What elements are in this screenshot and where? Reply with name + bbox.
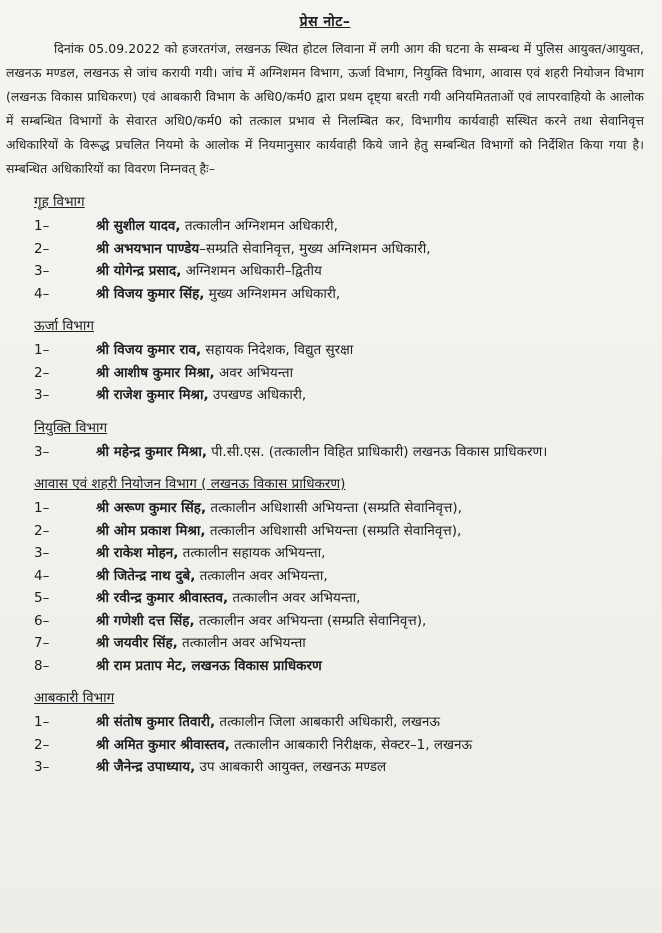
official-designation: तत्कालीन अवर अभियन्ता [177, 635, 306, 651]
official-name: श्री ओम प्रकाश मिश्रा, [96, 522, 206, 539]
official-name: श्री आशीष कुमार मिश्रा, [96, 364, 215, 381]
entry-number: 2– [34, 364, 50, 381]
entry-number: 1– [34, 342, 50, 358]
entry-number: 2– [34, 240, 50, 257]
official-designation: उप आबकारी आयुक्त, लखनऊ मण्डल [195, 759, 387, 775]
official-entry [6, 734, 644, 757]
official-designation: तत्कालीन सहायक अभियन्ता, [178, 545, 326, 561]
entry-number: 1– [34, 218, 50, 234]
official-entry [6, 655, 644, 678]
official-name: श्री राकेश मोहन, [96, 545, 179, 561]
department-heading: आबकारी विभाग [34, 690, 115, 706]
entry-number: 3– [34, 443, 50, 460]
entry-number: 1– [34, 500, 50, 516]
official-designation: तत्कालीन आबकारी निरीक्षक, सेक्टर–1, लखनऊ [229, 736, 473, 753]
entry-number: 2– [34, 522, 50, 539]
official-entry [6, 339, 644, 362]
entry-number: 3– [34, 759, 50, 775]
official-entry [6, 610, 644, 633]
official-designation: तत्कालीन अग्निशमन अधिकारी, [180, 218, 338, 234]
department-sections [6, 191, 644, 779]
official-entry [6, 215, 644, 238]
entry-number: 6– [34, 612, 50, 629]
official-entry [6, 238, 644, 261]
department-section [6, 315, 644, 407]
official-name: श्री अरूण कुमार सिंह, [96, 500, 207, 516]
official-name: श्री रवीन्द्र कुमार श्रीवास्तव, [96, 590, 229, 606]
official-name: श्री जितेन्द्र नाथ दुबे, [96, 567, 196, 584]
intro-paragraph: दिनांक 05.09.2022 को हजरतगंज, लखनऊ स्थित होटल लिवाना में लगी आग की घटना के सम्बन्ध में पुलिस आयुक्त/आयुक्त, लखनऊ मण्डल, लखनऊ से जांच करायी गयी। जांच में अग्निशमन विभाग, ऊर्जा विभाग, नियुक्ति विभाग, आवास एवं शहरी नियोजन विभाग (लखनऊ विकास प्राधिकरण) एवं आबकारी विभाग के अधि0/कर्म0 द्वारा प्रथम दृष्ट्या बरती गयी अनियमितताओं एवं लापरवाहियो के आलोक में सम्बन्धित विभागों के सेवारत अधि0/कर्म0 को तत्काल प्रभाव से निलम्बित कर, विभागीय कार्यवाही सस्थित करने तथा सेवानिवृत्त अधिकारियों के विरूद्ध प्रचलित नियमो के आलोक में नियमानुसार कार्यवाही किये जाने हेतु सम्बन्धित विभागों को निर्देशित किया गया है। सम्बन्धित अधिकारियों का विवरण निम्नवत् हैः– [6, 41, 644, 176]
official-designation: तत्कालीन अधिशासी अभियन्ता (सम्प्रति सेवानिवृत्त), [205, 522, 462, 539]
department-section [6, 417, 644, 464]
official-name: श्री सुशील यादव, [96, 218, 181, 234]
document-title: प्रेस नोट– [299, 14, 351, 30]
official-entry [6, 283, 644, 306]
official-entry [6, 441, 644, 464]
department-section [6, 473, 644, 677]
entry-number: 1– [34, 714, 50, 730]
entry-number: 3– [34, 545, 50, 561]
entry-number: 4– [34, 285, 50, 302]
official-entry [6, 542, 644, 565]
official-designation: अग्निशमन अधिकारी–द्वितीय [181, 263, 322, 279]
entry-number: 7– [34, 635, 50, 651]
official-entry [6, 384, 644, 407]
department-heading: आवास एवं शहरी नियोजन विभाग ( लखनऊ विकास प्राधिकरण) [34, 476, 346, 492]
department-heading: ऊर्जा विभाग [34, 318, 94, 334]
official-name: श्री राजेश कुमार मिश्रा, [96, 387, 209, 403]
official-entry [6, 497, 644, 520]
official-designation: तत्कालीन अवर अभियन्ता, [228, 590, 361, 606]
entry-number: 5– [34, 590, 50, 606]
official-designation: तत्कालीन अधिशासी अभियन्ता (सम्प्रति सेवानिवृत्त), [206, 500, 462, 516]
official-name: श्री जैनेन्द्र उपाध्याय, [96, 759, 196, 775]
official-entry [6, 587, 644, 610]
official-name: श्री योगेन्द्र प्रसाद, [96, 263, 182, 279]
entry-number: 4– [34, 567, 50, 584]
official-entry [6, 520, 644, 543]
official-entry [6, 260, 644, 283]
official-name: श्री अमित कुमार श्रीवास्तव, [96, 736, 230, 753]
entry-number: 3– [34, 263, 50, 279]
department-section [6, 191, 644, 305]
official-entry [6, 711, 644, 734]
official-name: श्री विजय कुमार राव, [96, 342, 202, 358]
official-designation: तत्कालीन अवर अभियन्ता, [195, 567, 328, 584]
official-name: श्री जयवीर सिंह, [96, 635, 178, 651]
entry-number: 3– [34, 387, 50, 403]
official-entry [6, 756, 644, 779]
entry-number: 2– [34, 736, 50, 753]
official-designation: तत्कालीन अवर अभियन्ता (सम्प्रति सेवानिवृत्त), [194, 612, 427, 629]
official-designation: पी.सी.एस. (तत्कालीन विहित प्राधिकारी) लखनऊ विकास प्राधिकरण। [206, 443, 548, 460]
department-section [6, 687, 644, 779]
official-designation: –सम्प्रति सेवानिवृत्त, मुख्य अग्निशमन अधिकारी, [199, 240, 431, 257]
official-designation: उपखण्ड अधिकारी, [208, 387, 307, 403]
official-name: श्री गणेशी दत्त सिंह, [96, 612, 195, 629]
official-entry [6, 632, 644, 655]
official-name: श्री संतोष कुमार तिवारी, [96, 714, 216, 730]
official-designation: तत्कालीन जिला आबकारी अधिकारी, लखनऊ [215, 714, 441, 730]
entry-number: 8– [34, 657, 50, 674]
official-designation: मुख्य अग्निशमन अधिकारी, [204, 285, 341, 302]
official-name: श्री अभयभान पाण्डेय [96, 240, 200, 257]
official-name: श्री विजय कुमार सिंह, [96, 285, 205, 302]
official-name: श्री राम प्रताप मेट, लखनऊ विकास प्राधिकरण [96, 657, 322, 674]
department-heading: गृह विभाग [34, 194, 85, 210]
official-entry [6, 362, 644, 385]
department-heading: नियुक्ति विभाग [34, 419, 108, 436]
official-name: श्री महेन्द्र कुमार मिश्रा, [96, 443, 207, 460]
official-entry [6, 565, 644, 588]
official-designation: अवर अभियन्ता [214, 364, 294, 381]
official-designation: सहायक निदेशक, विद्युत सुरक्षा [201, 342, 354, 358]
